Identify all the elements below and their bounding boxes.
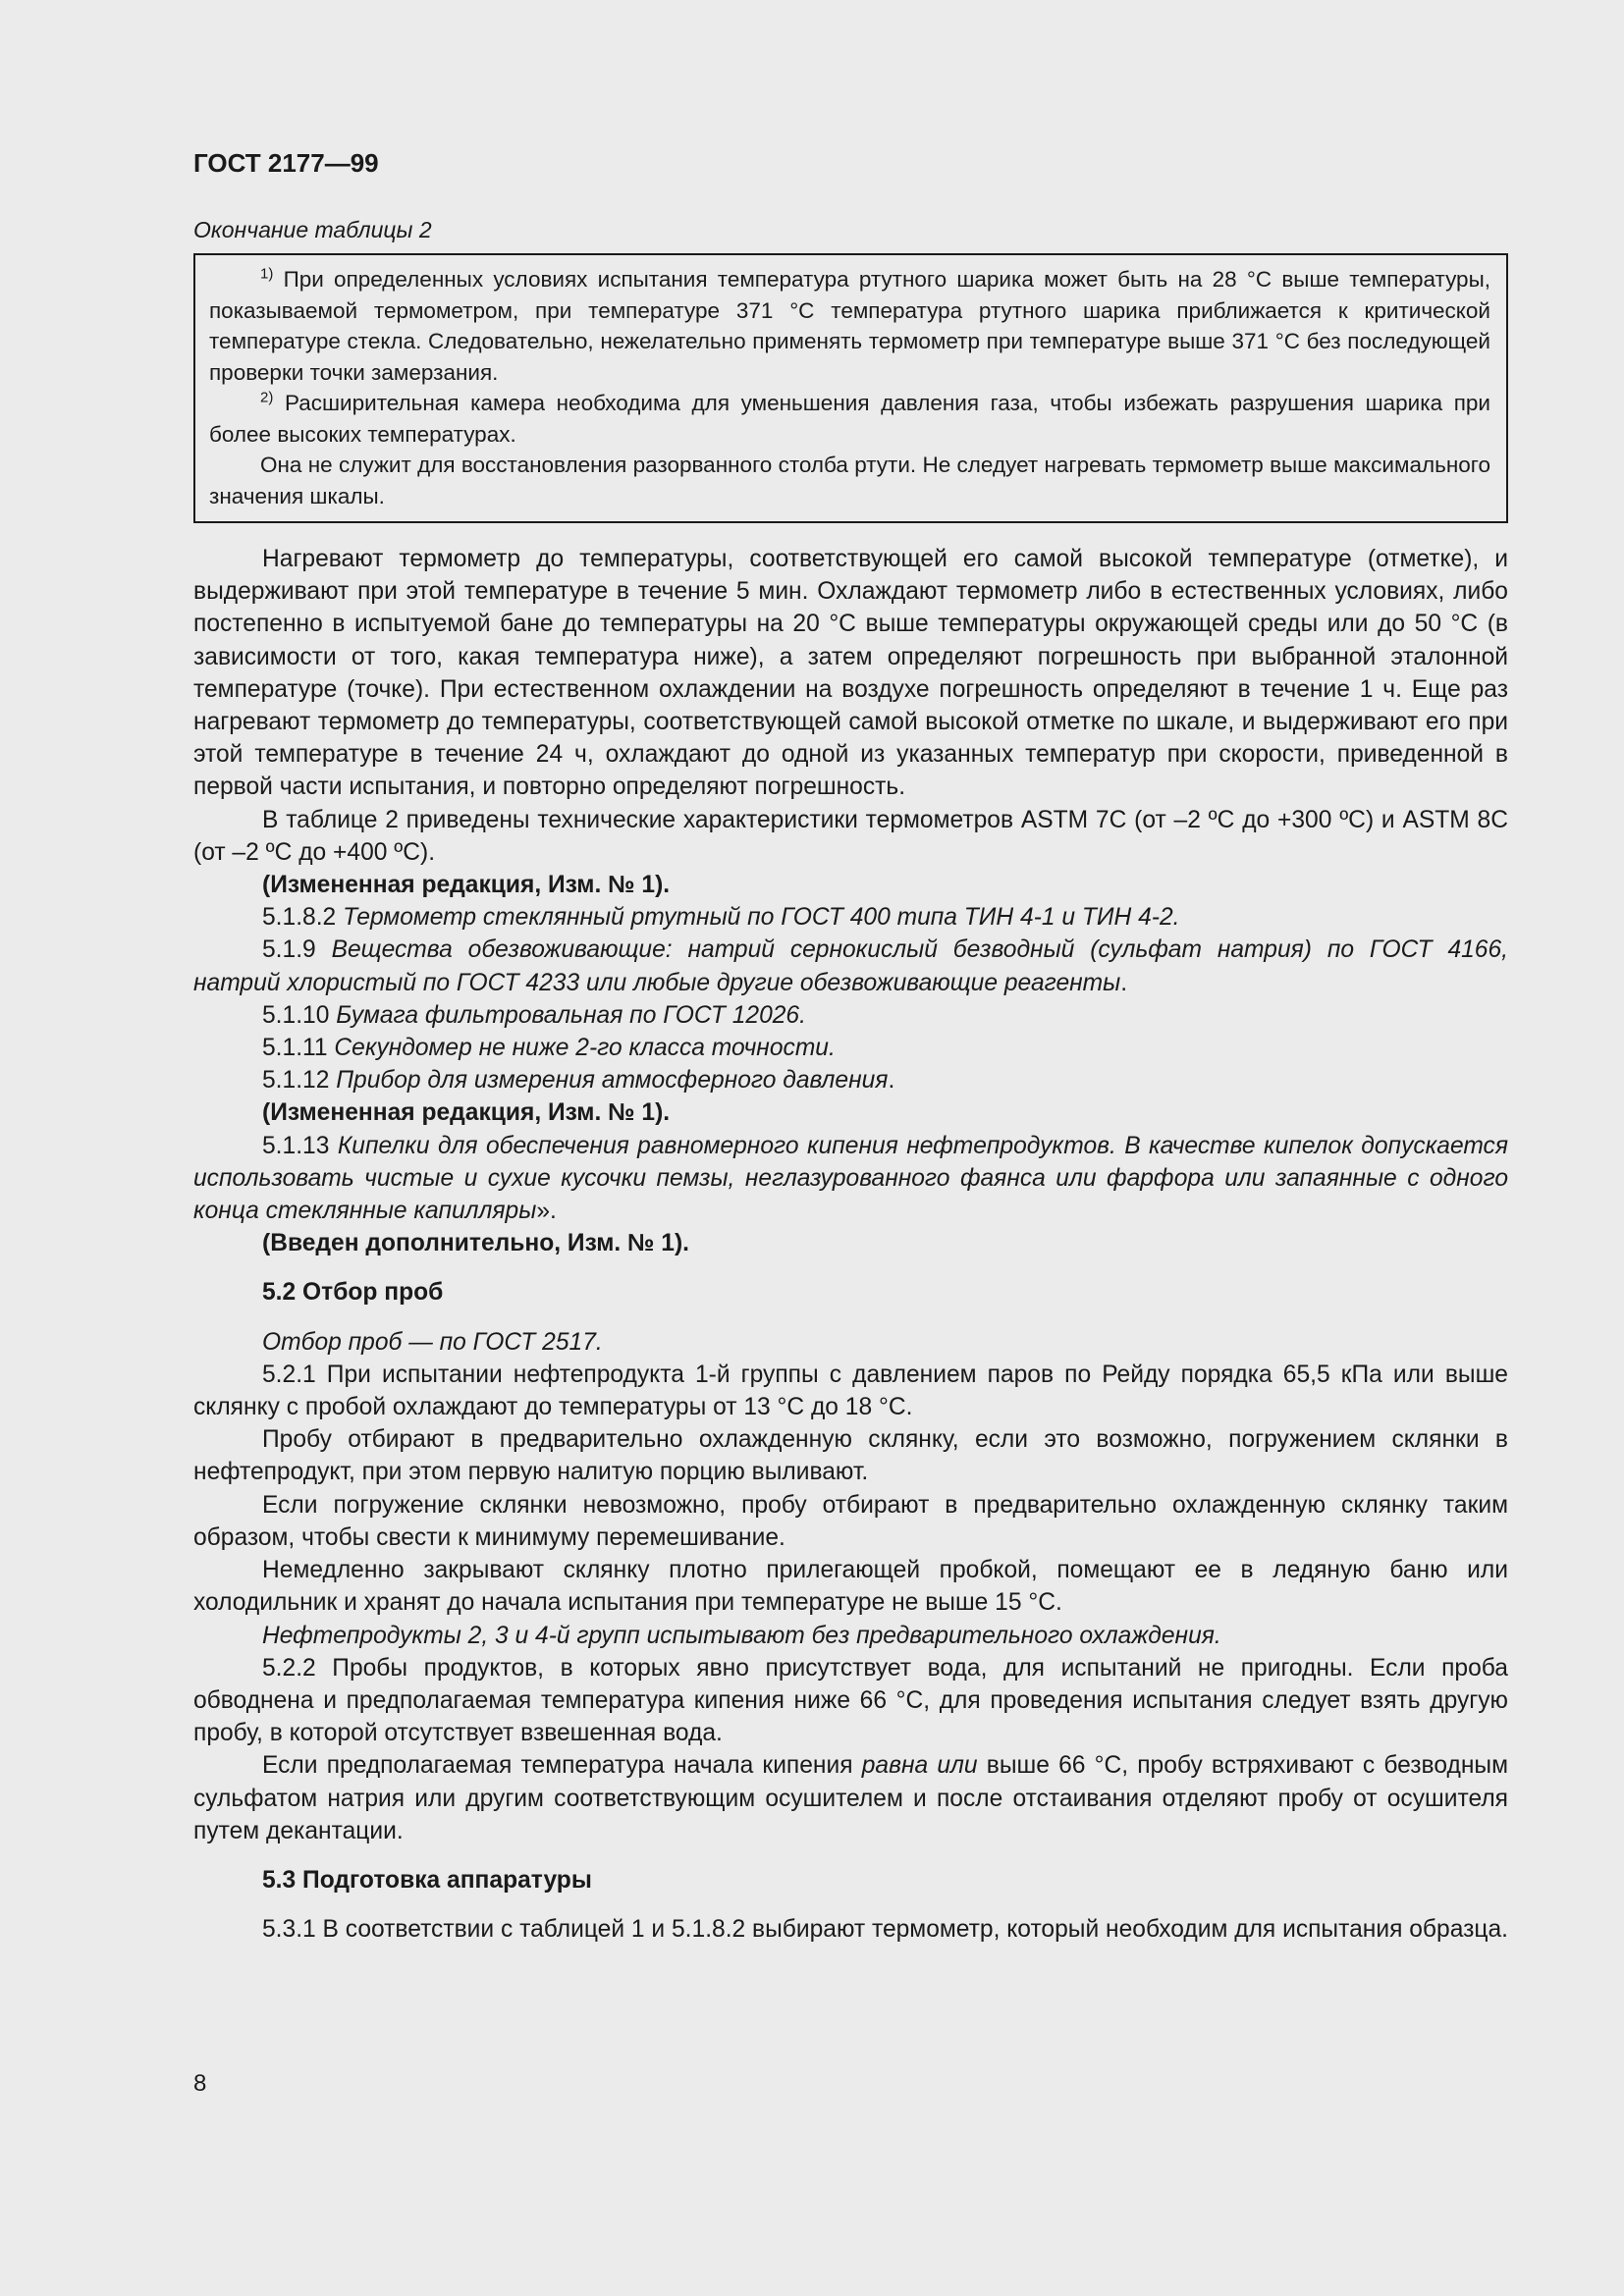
item-5-1-11: 5.1.11 Секундомер не ниже 2-го класса точности. [262,1035,836,1062]
item-5-1-8-2: 5.1.8.2 Термометр стеклянный ртутный по ГОСТ 400 типа ТИН 4-1 и ТИН 4-2. [262,904,1180,932]
paragraph-sampling-alternative: Если погружение склянки невозможно, пробу отбирают в предварительно охлажденную склянку таким образом, чтобы свести к минимуму перемешивание. [193,1491,1508,1551]
body-text [193,543,1508,1946]
footnote-3: Она не служит для восстановления разорванного столба ртути. Не следует нагревать термометр выше максимального значения шкалы. [209,453,1490,508]
paragraph-groups-note: Нефтепродукты 2, 3 и 4-й групп испытывают без предварительного охлаждения. [262,1622,1221,1649]
footnote-2-marker: 2) [260,389,274,406]
item-5-1-13: 5.1.13 Кипелки для обеспечения равномерного кипения нефтепродуктов. В качестве кипелок допускается использовать чистые и сухие кусочки пемзы, неглазурованного фаянса или фарфора или запаянные с одного конца стеклянные капилляры». [193,1132,1508,1225]
page-number: 8 [193,2070,207,2097]
paragraph-heating: Нагревают термометр до температуры, соответствующей его самой высокой температуре (отметке), и выдерживают при этой температуре в течение 5 мин. Охлаждают термометр либо в естественных условиях, либо постепенно в испытуемой бане до температуры на 20 °C выше температуры окружающей среды или до 50 °C (в зависимости от того, какая температура ниже), а затем определяют погрешность при выбранной эталонной температуре (точке). При естественном охлаждении на воздухе погрешность определяют в течение 1 ч. Еще раз нагревают термометр до температуры, соответствующей самой высокой отметке по шкале, и выдерживают его при этой температуре в течение 24 ч, охлаждают до одной из указанных температур при скорости, приведенной в первой части испытания, и повторно определяют погрешность. [193,546,1508,801]
amendment-note: (Измененная редакция, Изм. № 1). [262,1099,671,1127]
item-5-1-10: 5.1.10 Бумага фильтровальная по ГОСТ 12026. [262,1001,806,1029]
section-heading-5-2: 5.2 Отбор проб [262,1279,444,1307]
item-5-3-1: 5.3.1 В соответствии с таблицей 1 и 5.1.8.2 выбирают термометр, который необходим для испытания образца. [262,1916,1508,1944]
footnote-2 [209,388,1490,450]
amendment-note: (Измененная редакция, Изм. № 1). [262,872,671,899]
footnote-1-marker: 1) [260,265,274,283]
table-caption: Окончание таблицы 2 [193,217,432,242]
section-heading-5-3: 5.3 Подготовка аппаратуры [262,1866,592,1894]
table-footnotes [193,253,1508,523]
item-5-1-9: 5.1.9 Вещества обезвоживающие: натрий сернокислый безводный (сульфат натрия) по ГОСТ 4166, натрий хлористый по ГОСТ 4233 или любые другие обезвоживающие реагенты. [193,936,1508,996]
amendment-note: (Введен дополнительно, Изм. № 1). [262,1230,690,1257]
footnote-1-text: При определенных условиях испытания температура ртутного шарика может быть на 28 °C выше температуры, показываемой термометром, при температуре 371 °C температура ртутного шарика приближается к критической температуре стекла. Следовательно, нежелательно применять термометр при температуре выше 371 °C без последующей проверки точки замерзания. [209,267,1490,385]
paragraph-sampling-storage: Немедленно закрывают склянку плотно прилегающей пробкой, помещают ее в ледяную баню или холодильник и хранят до начала испытания при температуре не выше 15 °C. [193,1557,1508,1617]
paragraph-drying: Если предполагаемая температура начала кипения равна или выше 66 °C, пробу встряхивают с безводным сульфатом натрия или другим соответствующим осушителем и после отстаивания отделяют пробу от осушителя путем декантации. [193,1752,1508,1844]
item-5-1-12: 5.1.12 Прибор для измерения атмосферного давления. [262,1067,895,1095]
footnote-1 [209,264,1490,388]
paragraph-sampling-immersion: Пробу отбирают в предварительно охлажденную склянку, если это возможно, погружением склянки в нефтепродукт, при этом первую налитую порцию выливают. [193,1426,1508,1486]
document-header: ГОСТ 2177—99 [193,148,379,178]
paragraph-table2-ref: В таблице 2 приведены технические характеристики термометров ASTM 7C (от –2 ºС до +300 ºС) и ASTM 8C (от –2 ºС до +400 ºС). [193,806,1508,866]
footnote-2-text: Расширительная камера необходима для уменьшения давления газа, чтобы избежать разрушения шарика при более высоких температурах. [209,391,1490,447]
item-5-2-2: 5.2.2 Пробы продуктов, в которых явно присутствует вода, для испытаний не пригодны. Если проба обводнена и предполагаемая температура кипения ниже 66 °C, для проведения испытания следует взять другую пробу, в которой отсутствует взвешенная вода. [193,1654,1508,1747]
item-5-2-1: 5.2.1 При испытании нефтепродукта 1-й группы с давлением паров по Рейду порядка 65,5 кПа или выше склянку с пробой охлаждают до температуры от 13 °C до 18 °C. [193,1361,1508,1421]
paragraph-sampling-intro: Отбор проб — по ГОСТ 2517. [262,1328,603,1356]
